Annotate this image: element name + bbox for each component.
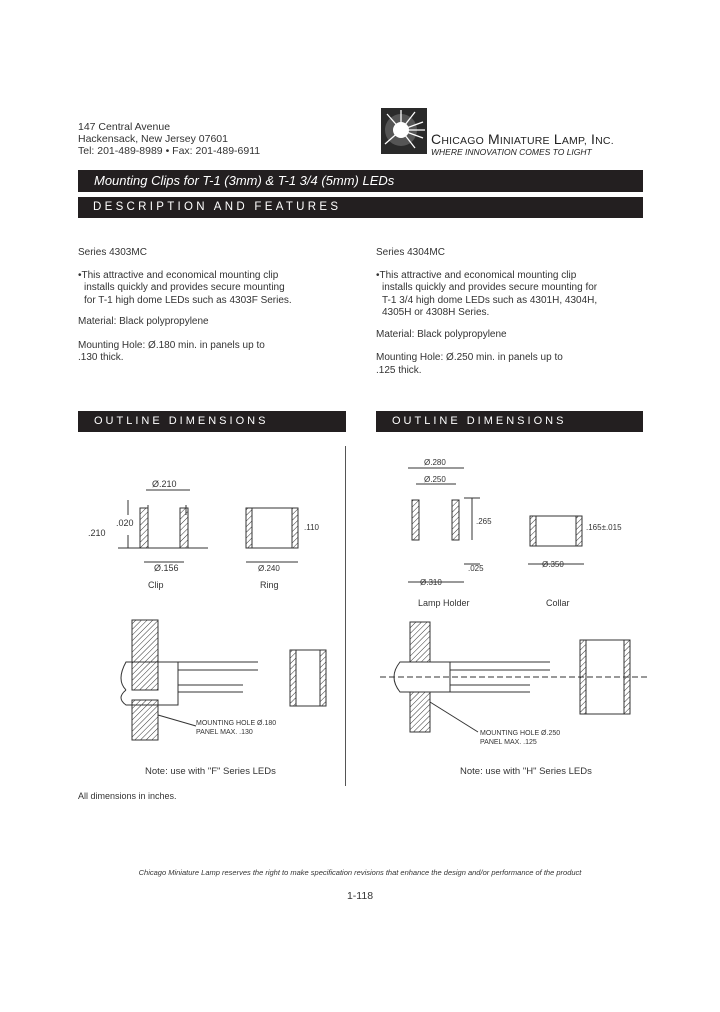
dim-label: .210 xyxy=(88,528,106,538)
series-name: Series 4303MC xyxy=(78,247,147,258)
section-heading-outline-left: OUTLINE DIMENSIONS xyxy=(78,411,346,432)
dim-label: .110 xyxy=(304,523,319,532)
mounting-hole-text: Mounting Hole: Ø.180 min. in panels up to xyxy=(78,339,265,351)
dim-label: Ø.280 xyxy=(424,458,446,467)
label-clip: Clip xyxy=(148,580,164,590)
description-line: installs quickly and provides secure mounting xyxy=(84,282,285,293)
material-text: Material: Black polypropylene xyxy=(78,316,209,327)
dim-label: .265 xyxy=(476,517,492,526)
mounting-hole-label: MOUNTING HOLE Ø.180 xyxy=(196,720,277,727)
label-collar: Collar xyxy=(546,598,570,608)
company-logo-icon xyxy=(381,108,427,154)
dim-label: .020 xyxy=(116,518,134,528)
assembly-drawing xyxy=(380,622,650,732)
contact-line: Tel: 201-489-8989 • Fax: 201-489-6911 xyxy=(78,145,261,157)
note-right: Note: use with "H" Series LEDs xyxy=(460,766,592,777)
ring-drawing xyxy=(246,508,298,562)
label-ring: Ring xyxy=(260,580,279,590)
collar-drawing xyxy=(528,516,584,564)
description-line: for T-1 high dome LEDs such as 4303F Series. xyxy=(84,294,292,306)
page-number: 1-118 xyxy=(346,890,374,902)
description-line: T-1 3/4 high dome LEDs such as 4301H, 4304H, xyxy=(382,294,598,306)
dim-label: Ø.210 xyxy=(152,479,177,489)
mounting-hole-text: .130 thick. xyxy=(78,352,124,363)
description-line: 4305H or 4308H Series. xyxy=(382,307,490,318)
dim-label: Ø.250 xyxy=(424,475,446,484)
company-name: CHICAGO MINIATURE LAMP, INC. xyxy=(431,131,614,147)
panel-max-label: PANEL MAX. .125 xyxy=(480,739,537,746)
page-title: Mounting Clips for T-1 (3mm) & T-1 3/4 (5mm) LEDs xyxy=(78,170,643,192)
panel-max-label: PANEL MAX. .130 xyxy=(196,729,253,736)
description-line: •This attractive and economical mounting clip xyxy=(376,269,577,281)
right-drawings xyxy=(360,440,660,780)
dim-label: .025 xyxy=(468,564,484,573)
dim-label: .165±.015 xyxy=(586,523,622,532)
left-description xyxy=(78,247,348,365)
mounting-hole-label: MOUNTING HOLE Ø.250 xyxy=(480,730,561,737)
mounting-hole-text: .125 thick. xyxy=(376,364,422,376)
footer-disclaimer: Chicago Miniature Lamp reserves the right to make specification revisions that enhance the design and/or performance of the product xyxy=(138,868,582,877)
dim-label: Ø.156 xyxy=(154,563,179,573)
description-line: •This attractive and economical mounting clip xyxy=(78,269,279,281)
section-heading-description: DESCRIPTION AND FEATURES xyxy=(78,197,643,218)
address-line: 147 Central Avenue xyxy=(78,121,171,133)
units-note: All dimensions in inches. xyxy=(78,791,177,801)
label-lamp-holder: Lamp Holder xyxy=(418,598,470,608)
address-line: Hackensack, New Jersey 07601 xyxy=(78,133,228,145)
left-drawings xyxy=(78,440,346,780)
series-name: Series 4304MC xyxy=(376,247,445,258)
mounting-hole-text: Mounting Hole: Ø.250 min. in panels up to xyxy=(376,352,563,363)
dim-label: Ø.310 xyxy=(420,578,442,587)
right-description xyxy=(376,247,644,377)
description-line: installs quickly and provides secure mounting for xyxy=(382,282,598,293)
company-tagline: WHERE INNOVATION COMES TO LIGHT xyxy=(431,147,592,157)
dim-label: Ø.350 xyxy=(542,560,564,569)
note-left: Note: use with "F" Series LEDs xyxy=(145,766,276,777)
dim-label: Ø.240 xyxy=(258,564,280,573)
section-heading-outline-right: OUTLINE DIMENSIONS xyxy=(376,411,643,432)
company-address xyxy=(78,121,260,157)
material-text: Material: Black polypropylene xyxy=(376,328,507,340)
